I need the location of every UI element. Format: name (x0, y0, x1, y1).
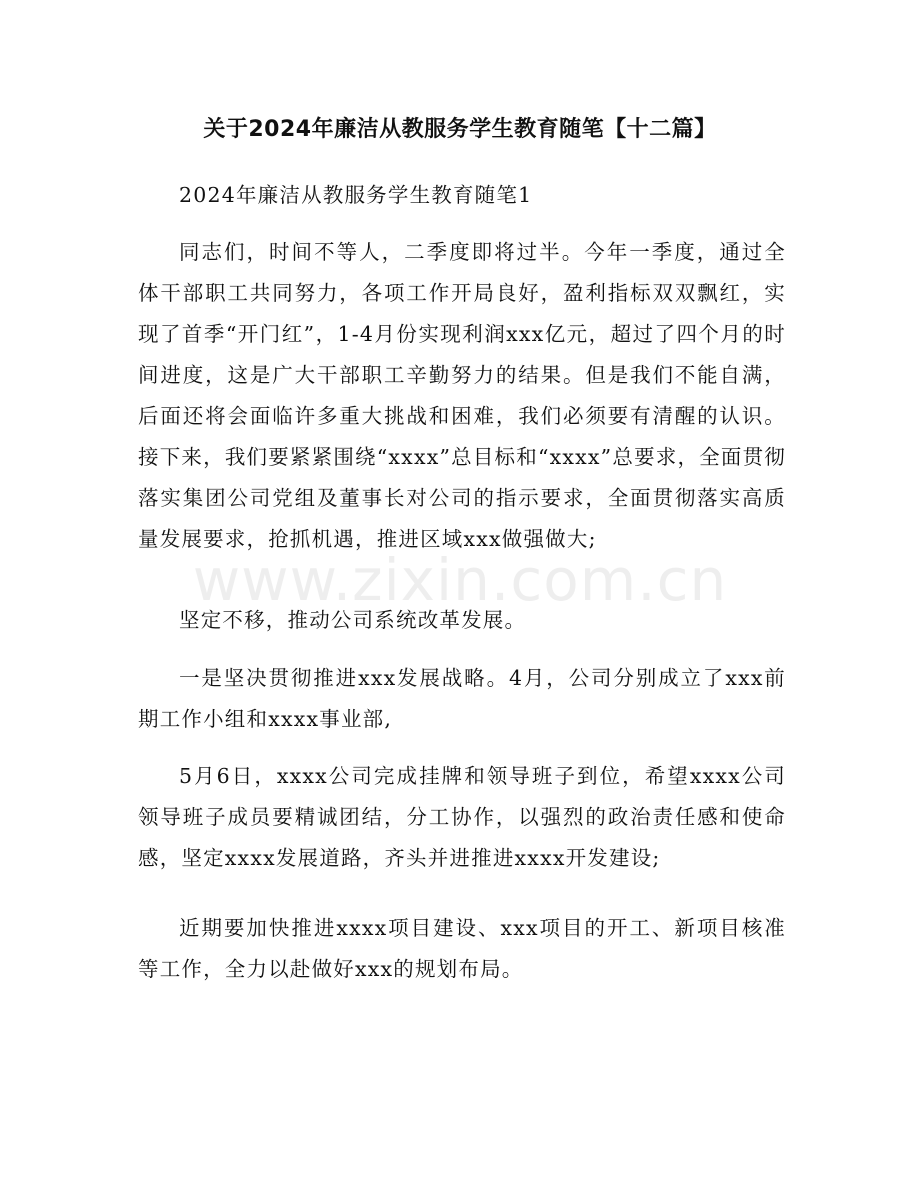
paragraph-5: 近期要加快推进xxxx项目建设、xxx项目的开工、新项目核准等工作，全力以赴做好xxx的规划布局。 (138, 916, 786, 981)
document-subtitle: 2024年廉洁从教服务学生教育随笔1 (179, 183, 533, 207)
paragraph-1: 同志们，时间不等人，二季度即将过半。今年一季度，通过全体干部职工共同努力，各项工作开局良好，盈利指标双双飘红，实现了首季“开门红”，1-4月份实现利润xxx亿元，超过了四个月的时间进度，这是广大干部职工辛勤努力的结果。但是我们不能自满，后面还将会面临许多重大挑战和困难，我们必须要有清醒的认识。接下来，我们要紧紧围绕“xxxx”总目标和“xxxx”总要求，全面贯彻落实集团公司党组及董事长对公司的指示要求，全面贯彻落实高质量发展要求，抢抓机遇，推进区域xxx做强做大; (138, 240, 786, 551)
paragraph-4: 5月6日，xxxx公司完成挂牌和领导班子到位，希望xxxx公司领导班子成员要精诚团结，分工协作，以强烈的政治责任感和使命感，坚定xxxx发展道路，齐头并进推进xxxx开发建设; (138, 764, 786, 870)
watermark: www.zixin.com.cn (192, 546, 728, 614)
paragraph-3: 一是坚决贯彻推进xxx发展战略。4月，公司分别成立了xxx前期工作小组和xxxx事业部, (138, 666, 786, 731)
paragraph-2: 坚定不移，推动公司系统改革发展。 (179, 608, 527, 632)
document-title: 关于2024年廉洁从教服务学生教育随笔【十二篇】 (203, 117, 717, 142)
